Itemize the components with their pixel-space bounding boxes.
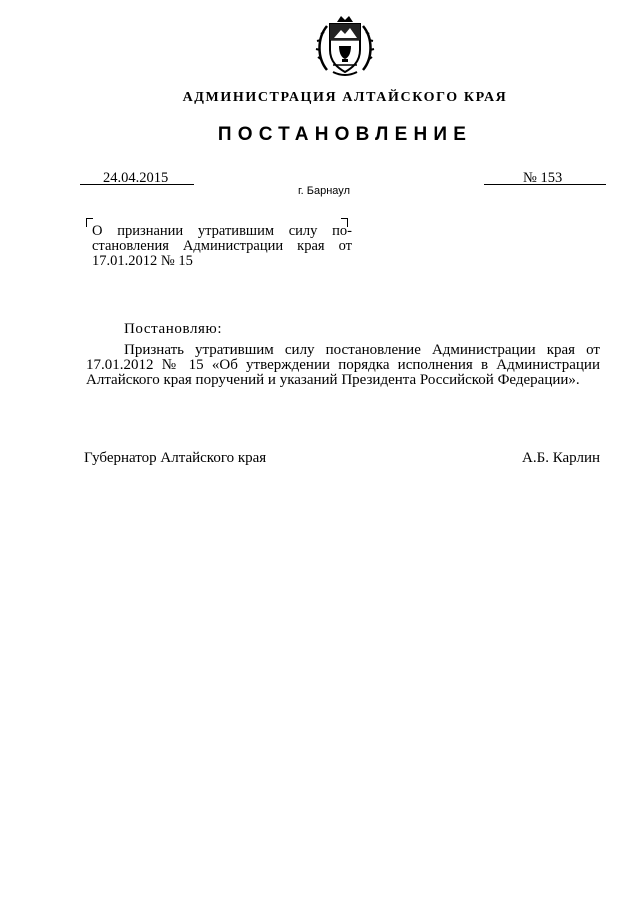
document-subject	[92, 224, 352, 269]
number-underline	[484, 184, 606, 185]
signer-name: А.Б. Карлин	[522, 450, 601, 466]
signer-title: Губернатор Алтайского края	[84, 450, 267, 466]
decree-word: Постановляю:	[124, 321, 223, 337]
body-paragraph	[86, 341, 600, 386]
organization-name: АДМИНИСТРАЦИЯ АЛТАЙСКОГО КРАЯ	[182, 90, 508, 105]
subject-line: 17.01.2012 № 15	[92, 253, 193, 269]
subject-line: становления Администрации края от	[92, 238, 352, 254]
body-line: 17.01.2012 № 15 «Об утверждении порядка исполнения в Администрации	[86, 357, 600, 373]
city-label: г. Барнаул	[298, 185, 350, 197]
body-line: Признать утратившим силу постановление Администрации края от	[124, 342, 600, 358]
document-type-title: ПОСТАНОВЛЕНИЕ	[217, 124, 473, 145]
document-date: 24.04.2015	[103, 170, 169, 186]
date-underline	[80, 184, 194, 185]
document-number: № 153	[523, 170, 563, 186]
altai-krai-coat-of-arms-icon	[315, 10, 375, 78]
body-line: Алтайского края поручений и указаний Президента Российской Федерации».	[86, 372, 580, 388]
subject-line: О признании утратившим силу по-	[92, 223, 352, 239]
